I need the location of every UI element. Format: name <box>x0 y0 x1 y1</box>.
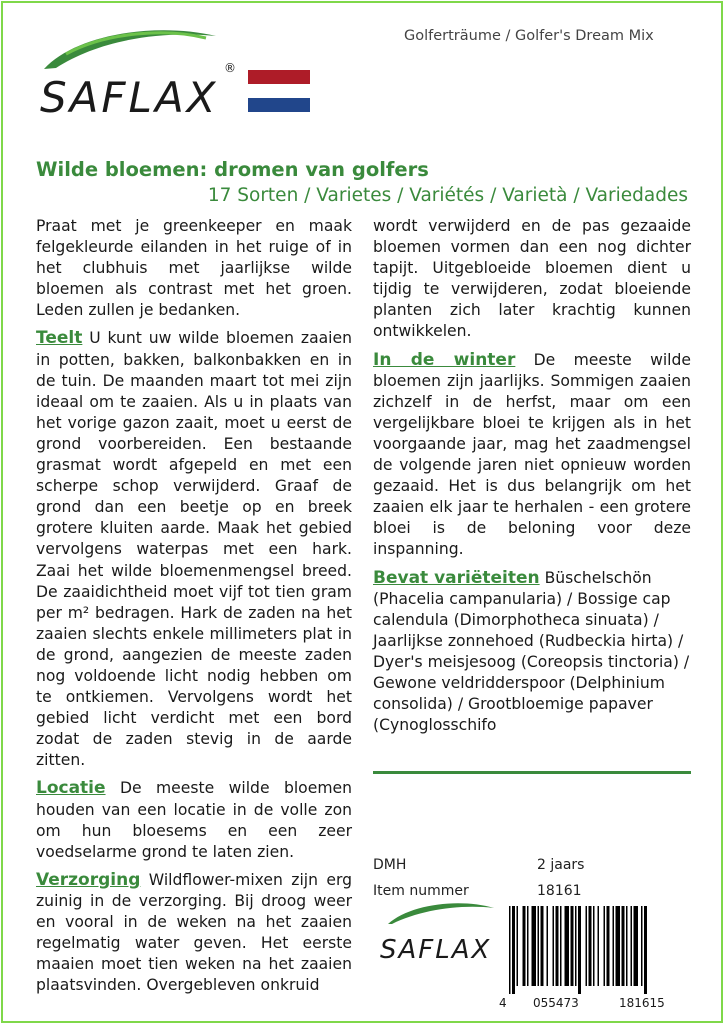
barcode-bar <box>575 906 577 986</box>
barcode-bar <box>622 906 625 986</box>
left-column <box>36 216 352 1003</box>
barcode-bar <box>613 906 615 986</box>
barcode-bar <box>604 906 606 986</box>
barcode-bar <box>644 906 647 994</box>
item-number-label: Item nummer <box>373 883 469 899</box>
barcode <box>499 906 695 1016</box>
barcode-bars <box>499 906 695 994</box>
section-verzorging <box>36 870 352 997</box>
section-teelt <box>36 328 352 771</box>
page-title: Wilde bloemen: dromen van golfers <box>36 158 429 181</box>
barcode-bar <box>560 906 562 986</box>
barcode-bar <box>626 906 628 986</box>
barcode-bar <box>634 906 639 986</box>
netherlands-flag-icon <box>248 70 310 112</box>
heading-locatie: Locatie <box>36 778 106 799</box>
svg-text:SAFLAX: SAFLAX <box>40 73 219 122</box>
teelt-text: U kunt uw wilde bloemen zaaien in potten, bakken, balkonbakken en in de tuin. De maanden maart tot mei zijn ideaal om te zaaien. Als u in plaats van het vorige gazon zaait, moet u eerst de grond voorbereiden. Een bestaande grasmat wordt afgepeld en met een scherpe schop verwijderd. Graaf de grond dan een beetje op en breek grotere kluiten aarde. Maak het gebied vervolgens waterpas met een hark. Zaai het wilde bloemenmengsel breed. De zaaidichtheid moet vijf tot tien gram per m² bedragen. Hark de zaden na het zaaien slechts enkele millimeters plat in de grond, aangezien de meeste zaden nog voldoende licht nodig hebben om te ontkiemen. Vervolgens wordt het gebied licht verdicht met een bord zodat de zaden stevig in de aarde zitten. <box>36 329 352 770</box>
varieteiten-text: Büschelschön (Phacelia campanularia) / Bossige cap calendula (Dimorphotheca sinuata) / Jaarlijkse zonnehoed (Rudbeckia hirta) / Dyer's meisjesoog (Coreopsis tinctoria) / Gewone veldridderspoor (Delphinium consolida) / Grootbloemige papaver (Cynoglosschifo <box>373 568 690 735</box>
heading-teelt: Teelt <box>36 328 83 349</box>
product-name: Golferträume / Golfer's Dream Mix <box>404 28 654 44</box>
barcode-bar <box>512 906 515 994</box>
barcode-bar <box>509 906 511 994</box>
saflax-logo-small <box>376 900 501 970</box>
section-locatie <box>36 778 352 862</box>
barcode-bar <box>593 906 595 986</box>
page-subtitle: 17 Sorten / Varietes / Variétés / Varietà / Variedades <box>207 185 688 206</box>
item-number-value: 18161 <box>537 883 582 899</box>
barcode-bar <box>631 906 633 986</box>
section-winter <box>373 350 691 561</box>
intro-text: Praat met je greenkeeper en maak felgekleurde eilanden in het ruige of in het clubhuis met jaarlijkse wilde bloemen als contrast met het groen. Leden zullen je bedanken. <box>36 217 352 320</box>
heading-winter: In de winter <box>373 349 516 370</box>
barcode-bar <box>532 906 537 986</box>
barcode-bar <box>589 906 592 986</box>
barcode-bar <box>616 906 621 986</box>
barcode-bar <box>527 906 529 986</box>
barcode-bar <box>523 906 526 986</box>
section-divider <box>373 771 691 774</box>
barcode-bar <box>538 906 540 986</box>
barcode-bar <box>586 906 588 986</box>
section-varieteiten <box>373 568 691 737</box>
barcode-bar <box>517 906 519 986</box>
barcode-bar <box>641 906 643 986</box>
verzorging-continued: wordt verwijderd en de pas gezaaide bloemen vormen dan een nog dichter tapijt. Uitgebloeide bloemen dient u tijdig te verwijderen, zodat bloeiende planten zich later krachtig kunnen ontwikkelen. <box>373 217 691 341</box>
barcode-bar <box>607 906 610 986</box>
heading-varieteiten: Bevat variëteiten <box>373 567 540 588</box>
barcode-bar <box>598 906 600 986</box>
dmh-value: 2 jaars <box>537 857 585 873</box>
barcode-group-2: 181615 <box>619 996 665 1010</box>
saflax-logo <box>36 24 246 124</box>
right-column <box>373 216 691 743</box>
locatie-text: De meeste wilde bloemen houden van een locatie in de volle zon om hun bloesems en een zeer voedselarme grond te laten zien. <box>36 779 352 861</box>
barcode-bar <box>565 906 570 986</box>
svg-text:®: ® <box>224 61 236 75</box>
barcode-bar <box>578 906 581 994</box>
heading-verzorging: Verzorging <box>36 869 141 890</box>
barcode-first-digit: 4 <box>499 996 507 1010</box>
svg-text:SAFLAX: SAFLAX <box>380 935 492 965</box>
winter-text: De meeste wilde bloemen zijn jaarlijks. Sommigen zaaien zichzelf in de herfst, maar om een vergelijkbare bloei te krijgen als in het voorgaande jaar, mag het zaadmengsel de volgende jaren niet opnieuw worden gezaaid. Het is dus belangrijk om het zaaien elk jaar te herhalen - een grotere bloei is de beloning voor deze inspanning. <box>373 350 691 559</box>
barcode-bar <box>547 906 549 986</box>
dmh-label: DMH <box>373 857 407 873</box>
barcode-bar <box>571 906 574 986</box>
barcode-bar <box>556 906 559 986</box>
verzorging-text: Wildflower-mixen zijn erg zuinig in de verzorging. Bij droog weer en vooral in de weken na het zaaien regelmatig water geven. Het eerste maaien moet tien weken na het zaaien plaatsvinden. Overgebleven onkruid <box>36 870 352 995</box>
barcode-group-1: 055473 <box>533 996 579 1010</box>
barcode-bar <box>553 906 555 986</box>
barcode-bar <box>541 906 544 986</box>
